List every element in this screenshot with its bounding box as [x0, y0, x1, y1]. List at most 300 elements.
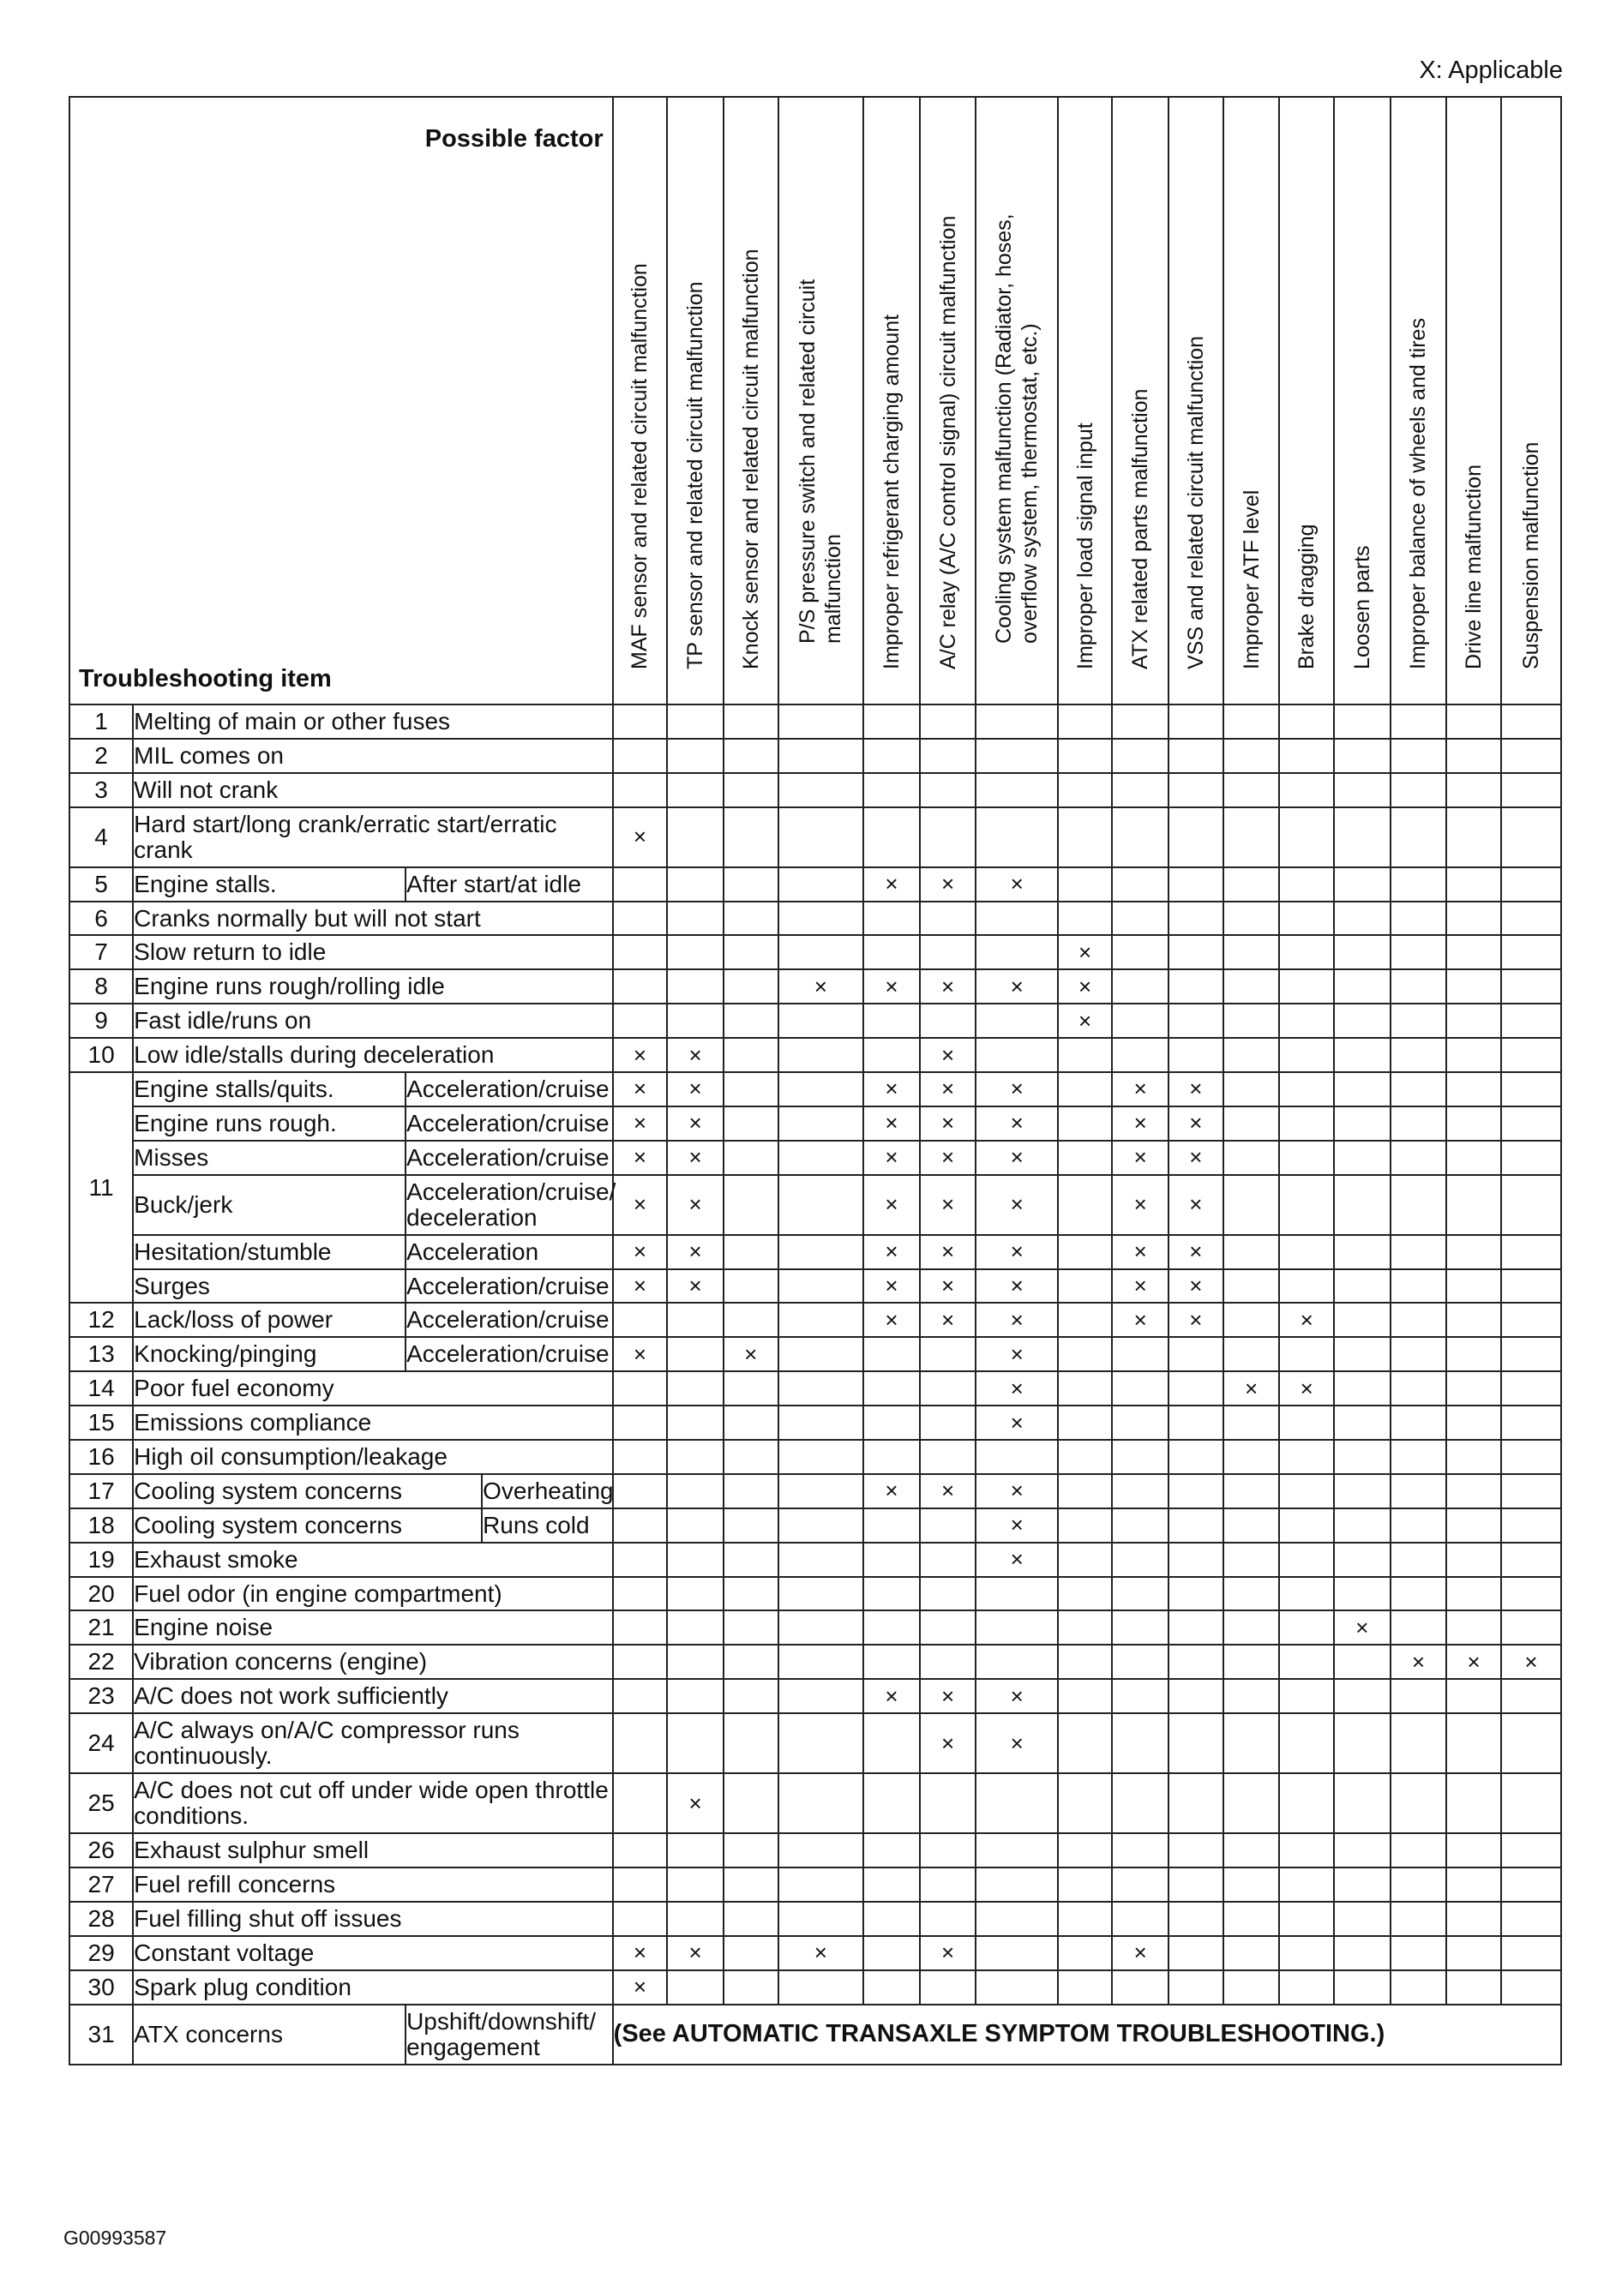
factor-cell — [1112, 807, 1168, 867]
factor-cell — [1223, 1406, 1280, 1440]
symptom-cell: Poor fuel economy — [133, 1371, 612, 1406]
condition-cell: Acceleration/cruise — [406, 1303, 613, 1337]
applicable-mark: × — [885, 1682, 898, 1709]
factor-cell — [1446, 1072, 1501, 1106]
factor-cell — [1446, 867, 1501, 902]
factor-cell — [1279, 1235, 1334, 1269]
table-row — [69, 969, 1561, 1004]
symptom-cell: Engine stalls. — [133, 867, 406, 902]
factor-cell — [1446, 1508, 1501, 1543]
applicable-mark: × — [1133, 1238, 1147, 1265]
factor-cell — [1112, 1235, 1168, 1269]
factor-cell — [724, 1833, 778, 1867]
factor-cell — [1112, 739, 1168, 773]
table-row — [69, 1303, 1561, 1337]
factor-cell — [1058, 1474, 1113, 1508]
factor-cell — [1334, 1833, 1391, 1867]
factor-label: Improper ATF level — [1239, 489, 1264, 669]
factor-cell — [920, 1902, 976, 1936]
factor-cell — [920, 1936, 976, 1970]
factor-cell — [613, 1337, 668, 1371]
factor-header — [667, 97, 724, 704]
factor-cell — [778, 867, 864, 902]
factor-cell — [920, 1235, 976, 1269]
factor-cell — [667, 902, 724, 936]
factor-cell — [1168, 1474, 1223, 1508]
factor-cell — [724, 1610, 778, 1645]
factor-cell — [863, 1543, 920, 1577]
factor-cell — [667, 1235, 724, 1269]
factor-cell — [778, 1867, 864, 1902]
factor-cell — [1168, 1833, 1223, 1867]
factor-cell — [1058, 807, 1113, 867]
factor-cell — [1168, 1072, 1223, 1106]
table-row — [69, 1679, 1561, 1713]
factor-cell — [1223, 773, 1280, 807]
condition-cell: Acceleration — [406, 1235, 613, 1269]
factor-cell — [778, 1577, 864, 1611]
factor-cell — [613, 867, 668, 902]
factor-cell — [1501, 1902, 1561, 1936]
factor-cell — [1501, 1440, 1561, 1474]
factor-cell — [1391, 807, 1447, 867]
applicable-mark: × — [941, 1076, 955, 1102]
factor-cell — [863, 1902, 920, 1936]
factor-cell — [1446, 1106, 1501, 1141]
applicable-mark: × — [1010, 1375, 1024, 1401]
factor-cell — [1112, 935, 1168, 969]
factor-cell — [1446, 1235, 1501, 1269]
applicable-mark: × — [941, 1478, 955, 1504]
factor-cell — [976, 1175, 1057, 1235]
factor-cell — [1223, 1004, 1280, 1038]
factor-cell — [863, 1004, 920, 1038]
applicable-mark: × — [1244, 1375, 1259, 1401]
factor-label: Suspension malfunction — [1518, 441, 1543, 669]
factor-cell — [667, 1474, 724, 1508]
factor-cell — [863, 1508, 920, 1543]
factor-cell — [1446, 1175, 1501, 1235]
factor-cell — [1058, 1038, 1113, 1072]
factor-cell — [1391, 1106, 1447, 1141]
factor-cell — [920, 969, 976, 1004]
factor-cell — [1391, 1543, 1447, 1577]
applicable-mark: × — [1010, 973, 1024, 999]
factor-cell — [863, 902, 920, 936]
factor-cell — [976, 1773, 1057, 1833]
item-number: 13 — [69, 1337, 133, 1371]
factor-cell — [1279, 1543, 1334, 1577]
condition-cell: After start/at idle — [406, 867, 613, 902]
applicable-mark: × — [1189, 1144, 1203, 1171]
factor-cell — [1501, 1474, 1561, 1508]
factor-cell — [920, 1269, 976, 1304]
factor-cell — [1501, 867, 1561, 902]
factor-cell — [1168, 1141, 1223, 1175]
factor-cell — [976, 739, 1057, 773]
factor-cell — [1391, 1072, 1447, 1106]
factor-cell — [1446, 1371, 1501, 1406]
factor-cell — [1168, 1175, 1223, 1235]
factor-cell — [778, 739, 864, 773]
table-row — [69, 1902, 1561, 1936]
factor-cell — [1168, 1610, 1223, 1645]
factor-header — [613, 97, 668, 704]
factor-cell — [1223, 935, 1280, 969]
factor-cell — [1501, 1072, 1561, 1106]
factor-cell — [1446, 1867, 1501, 1902]
factor-cell — [920, 867, 976, 902]
factor-cell — [667, 1175, 724, 1235]
factor-cell — [778, 1474, 864, 1508]
factor-header — [920, 97, 976, 704]
factor-cell — [1334, 935, 1391, 969]
factor-cell — [667, 1833, 724, 1867]
factor-cell — [1279, 1508, 1334, 1543]
symptom-cell: Knocking/pinging — [133, 1337, 406, 1371]
factor-cell — [778, 1072, 864, 1106]
factor-cell — [1058, 1072, 1113, 1106]
factor-cell — [1334, 1543, 1391, 1577]
factor-cell — [613, 1175, 668, 1235]
factor-cell — [1334, 1936, 1391, 1970]
factor-cell — [976, 1970, 1057, 2005]
factor-cell — [920, 1072, 976, 1106]
factor-cell — [1279, 969, 1334, 1004]
factor-cell — [1058, 1773, 1113, 1833]
factor-cell — [1279, 1141, 1334, 1175]
factor-cell — [976, 1038, 1057, 1072]
factor-cell — [724, 1106, 778, 1141]
factor-cell — [1279, 1474, 1334, 1508]
factor-cell — [724, 1337, 778, 1371]
symptom-cell: High oil consumption/leakage — [133, 1440, 612, 1474]
possible-factor-label: Possible factor — [424, 125, 604, 153]
factor-cell — [1112, 969, 1168, 1004]
factor-cell — [920, 1406, 976, 1440]
factor-cell — [1334, 1038, 1391, 1072]
factor-cell — [863, 1072, 920, 1106]
factor-cell — [724, 1072, 778, 1106]
factor-cell — [724, 1406, 778, 1440]
factor-cell — [1391, 1833, 1447, 1867]
factor-cell — [613, 704, 668, 739]
factor-cell — [1446, 704, 1501, 739]
factor-cell — [1334, 1004, 1391, 1038]
factor-cell — [976, 1440, 1057, 1474]
header-corner — [69, 97, 613, 704]
factor-cell — [1279, 1072, 1334, 1106]
factor-cell — [863, 1773, 920, 1833]
symptom-cell: Surges — [133, 1269, 406, 1304]
factor-header — [1058, 97, 1113, 704]
factor-cell — [667, 1543, 724, 1577]
factor-cell — [1501, 1175, 1561, 1235]
factor-cell — [1168, 1867, 1223, 1902]
applicable-mark: × — [1010, 1409, 1024, 1436]
factor-cell — [1279, 1610, 1334, 1645]
factor-cell — [667, 1773, 724, 1833]
troubleshooting-item-label: Troubleshooting item — [79, 665, 332, 692]
factor-cell — [667, 1867, 724, 1902]
applicable-mark: × — [1010, 1191, 1024, 1218]
factor-label: Drive line malfunction — [1462, 465, 1487, 669]
factor-cell — [920, 902, 976, 936]
applicable-mark: × — [941, 871, 955, 897]
factor-cell — [920, 807, 976, 867]
factor-cell — [1112, 1269, 1168, 1304]
factor-cell — [778, 1645, 864, 1679]
factor-cell — [1334, 1970, 1391, 2005]
factor-cell — [1279, 1175, 1334, 1235]
applicable-mark: × — [885, 1191, 898, 1218]
factor-cell — [1391, 1235, 1447, 1269]
factor-cell — [1168, 1902, 1223, 1936]
factor-cell — [976, 1406, 1057, 1440]
factor-cell — [1223, 1508, 1280, 1543]
factor-cell — [1279, 1902, 1334, 1936]
factor-cell — [920, 1679, 976, 1713]
factor-cell — [976, 1303, 1057, 1337]
factor-cell — [1391, 773, 1447, 807]
applicable-mark: × — [633, 1076, 647, 1102]
factor-cell — [1058, 1833, 1113, 1867]
symptom-cell: MIL comes on — [133, 739, 612, 773]
applicable-mark: × — [941, 1939, 955, 1966]
factor-cell — [1223, 1679, 1280, 1713]
factor-cell — [1279, 1004, 1334, 1038]
factor-cell — [1058, 1508, 1113, 1543]
factor-cell — [613, 1713, 668, 1773]
factor-cell — [1112, 1577, 1168, 1611]
factor-cell — [1391, 1577, 1447, 1611]
applicable-mark: × — [1010, 1729, 1024, 1756]
factor-cell — [1334, 1679, 1391, 1713]
factor-cell — [863, 969, 920, 1004]
item-number: 1 — [69, 704, 133, 739]
factor-cell — [863, 1936, 920, 1970]
factor-cell — [1446, 1610, 1501, 1645]
symptom-cell: Exhaust smoke — [133, 1543, 612, 1577]
factor-cell — [976, 1371, 1057, 1406]
factor-cell — [667, 1004, 724, 1038]
symptom-cell: Slow return to idle — [133, 935, 612, 969]
factor-cell — [667, 807, 724, 867]
factor-cell — [863, 1406, 920, 1440]
item-number: 23 — [69, 1679, 133, 1713]
factor-cell — [1446, 1269, 1501, 1304]
factor-cell — [667, 1577, 724, 1611]
factor-cell — [1391, 1175, 1447, 1235]
factor-cell — [1279, 935, 1334, 969]
symptom-cell: Lack/loss of power — [133, 1303, 406, 1337]
factor-cell — [920, 1970, 976, 2005]
factor-cell — [1279, 807, 1334, 867]
factor-cell — [1168, 1371, 1223, 1406]
factor-cell — [1446, 1406, 1501, 1440]
symptom-cell: Cooling system concerns — [133, 1508, 482, 1543]
factor-cell — [724, 1004, 778, 1038]
factor-cell — [667, 1406, 724, 1440]
factor-cell — [1501, 1577, 1561, 1611]
factor-cell — [613, 1970, 668, 2005]
factor-cell — [1112, 1679, 1168, 1713]
factor-cell — [976, 807, 1057, 867]
factor-cell — [976, 1679, 1057, 1713]
factor-cell — [1112, 1833, 1168, 1867]
factor-cell — [1501, 1645, 1561, 1679]
factor-cell — [1446, 807, 1501, 867]
factor-cell — [1168, 1970, 1223, 2005]
factor-cell — [667, 1713, 724, 1773]
factor-cell — [1334, 1867, 1391, 1902]
factor-cell — [1391, 935, 1447, 969]
factor-cell — [778, 704, 864, 739]
factor-cell — [1334, 902, 1391, 936]
factor-cell — [1334, 969, 1391, 1004]
factor-cell — [667, 704, 724, 739]
factor-cell — [613, 1106, 668, 1141]
applicable-mark: × — [885, 1478, 898, 1504]
factor-header — [976, 97, 1057, 704]
factor-cell — [976, 1867, 1057, 1902]
factor-cell — [724, 1867, 778, 1902]
factor-cell — [1223, 807, 1280, 867]
symptom-cell: Exhaust sulphur smell — [133, 1833, 612, 1867]
applicable-mark: × — [1524, 1648, 1538, 1675]
factor-cell — [724, 1371, 778, 1406]
symptom-cell: Engine runs rough/rolling idle — [133, 969, 612, 1004]
factor-cell — [1446, 1004, 1501, 1038]
factor-cell — [1446, 935, 1501, 969]
symptom-cell: Will not crank — [133, 773, 612, 807]
factor-cell — [778, 1679, 864, 1713]
factor-cell — [1334, 1106, 1391, 1141]
factor-cell — [1391, 902, 1447, 936]
factor-cell — [1112, 1936, 1168, 1970]
applicable-mark: × — [1411, 1648, 1426, 1675]
applicable-mark: × — [885, 1076, 898, 1102]
factor-cell — [1334, 1474, 1391, 1508]
applicable-mark: × — [633, 1041, 647, 1068]
factor-cell — [863, 1303, 920, 1337]
factor-cell — [1168, 773, 1223, 807]
applicable-mark: × — [1010, 1110, 1024, 1136]
factor-cell — [1446, 902, 1501, 936]
factor-cell — [724, 1474, 778, 1508]
table-row — [69, 1337, 1561, 1371]
factor-cell — [1223, 1303, 1280, 1337]
applicable-mark: × — [885, 1238, 898, 1265]
symptom-cell: ATX concerns — [133, 2005, 406, 2065]
factor-cell — [613, 739, 668, 773]
factor-cell — [778, 773, 864, 807]
factor-cell — [1391, 1936, 1447, 1970]
symptom-cell: A/C always on/A/C compressor runs continuously. — [133, 1713, 612, 1773]
symptom-cell: Vibration concerns (engine) — [133, 1645, 612, 1679]
factor-cell — [1279, 1645, 1334, 1679]
factor-cell — [1334, 1337, 1391, 1371]
factor-cell — [1391, 1645, 1447, 1679]
symptom-cell: Spark plug condition — [133, 1970, 612, 2005]
factor-cell — [613, 1833, 668, 1867]
factor-cell — [920, 1004, 976, 1038]
factor-cell — [1279, 1679, 1334, 1713]
factor-cell — [1391, 1406, 1447, 1440]
factor-cell — [1223, 1072, 1280, 1106]
factor-cell — [1168, 739, 1223, 773]
applicable-mark: × — [633, 1974, 647, 2000]
factor-cell — [1168, 1713, 1223, 1773]
item-number: 7 — [69, 935, 133, 969]
factor-cell — [920, 1106, 976, 1141]
factor-cell — [1391, 1610, 1447, 1645]
factor-cell — [613, 1679, 668, 1713]
applicable-mark: × — [633, 1939, 647, 1966]
factor-cell — [667, 1038, 724, 1072]
factor-cell — [613, 1610, 668, 1645]
factor-label: Brake dragging — [1295, 524, 1319, 669]
factor-cell — [1334, 1175, 1391, 1235]
factor-cell — [1334, 1773, 1391, 1833]
factor-cell — [1058, 1867, 1113, 1902]
factor-cell — [1334, 1235, 1391, 1269]
factor-cell — [976, 867, 1057, 902]
factor-label: A/C relay (A/C control signal) circuit malfunction — [935, 215, 960, 669]
factor-cell — [1446, 1038, 1501, 1072]
factor-cell — [778, 1371, 864, 1406]
factor-cell — [1279, 1867, 1334, 1902]
factor-cell — [1391, 867, 1447, 902]
factor-cell — [1223, 1970, 1280, 2005]
applicable-mark: × — [1355, 1614, 1369, 1640]
factor-cell — [1112, 1543, 1168, 1577]
applicable-mark: × — [633, 1340, 647, 1367]
applicable-mark: × — [688, 1041, 702, 1068]
factor-cell — [613, 1773, 668, 1833]
table-row — [69, 867, 1561, 902]
table-row — [69, 739, 1561, 773]
factor-cell — [863, 867, 920, 902]
factor-cell — [1334, 1269, 1391, 1304]
factor-cell — [1334, 739, 1391, 773]
factor-cell — [1168, 1038, 1223, 1072]
factor-cell — [778, 1235, 864, 1269]
factor-cell — [1058, 1106, 1113, 1141]
factor-cell — [1279, 1713, 1334, 1773]
applicable-mark: × — [1133, 1144, 1147, 1171]
factor-cell — [1058, 867, 1113, 902]
applicable-mark: × — [633, 1110, 647, 1136]
factor-cell — [778, 1337, 864, 1371]
factor-cell — [667, 935, 724, 969]
factor-cell — [1223, 1371, 1280, 1406]
factor-cell — [1279, 1440, 1334, 1474]
table-row — [69, 902, 1561, 936]
factor-cell — [976, 1106, 1057, 1141]
factor-cell — [778, 1610, 864, 1645]
factor-cell — [1168, 1406, 1223, 1440]
factor-cell — [920, 704, 976, 739]
factor-cell — [1279, 1970, 1334, 2005]
condition-cell: Acceleration/cruise — [406, 1106, 613, 1141]
factor-cell — [1279, 1936, 1334, 1970]
factor-cell — [1501, 1867, 1561, 1902]
factor-cell — [1112, 1004, 1168, 1038]
factor-cell — [613, 773, 668, 807]
factor-cell — [1223, 1713, 1280, 1773]
symptom-cell: A/C does not cut off under wide open throttle conditions. — [133, 1773, 612, 1833]
